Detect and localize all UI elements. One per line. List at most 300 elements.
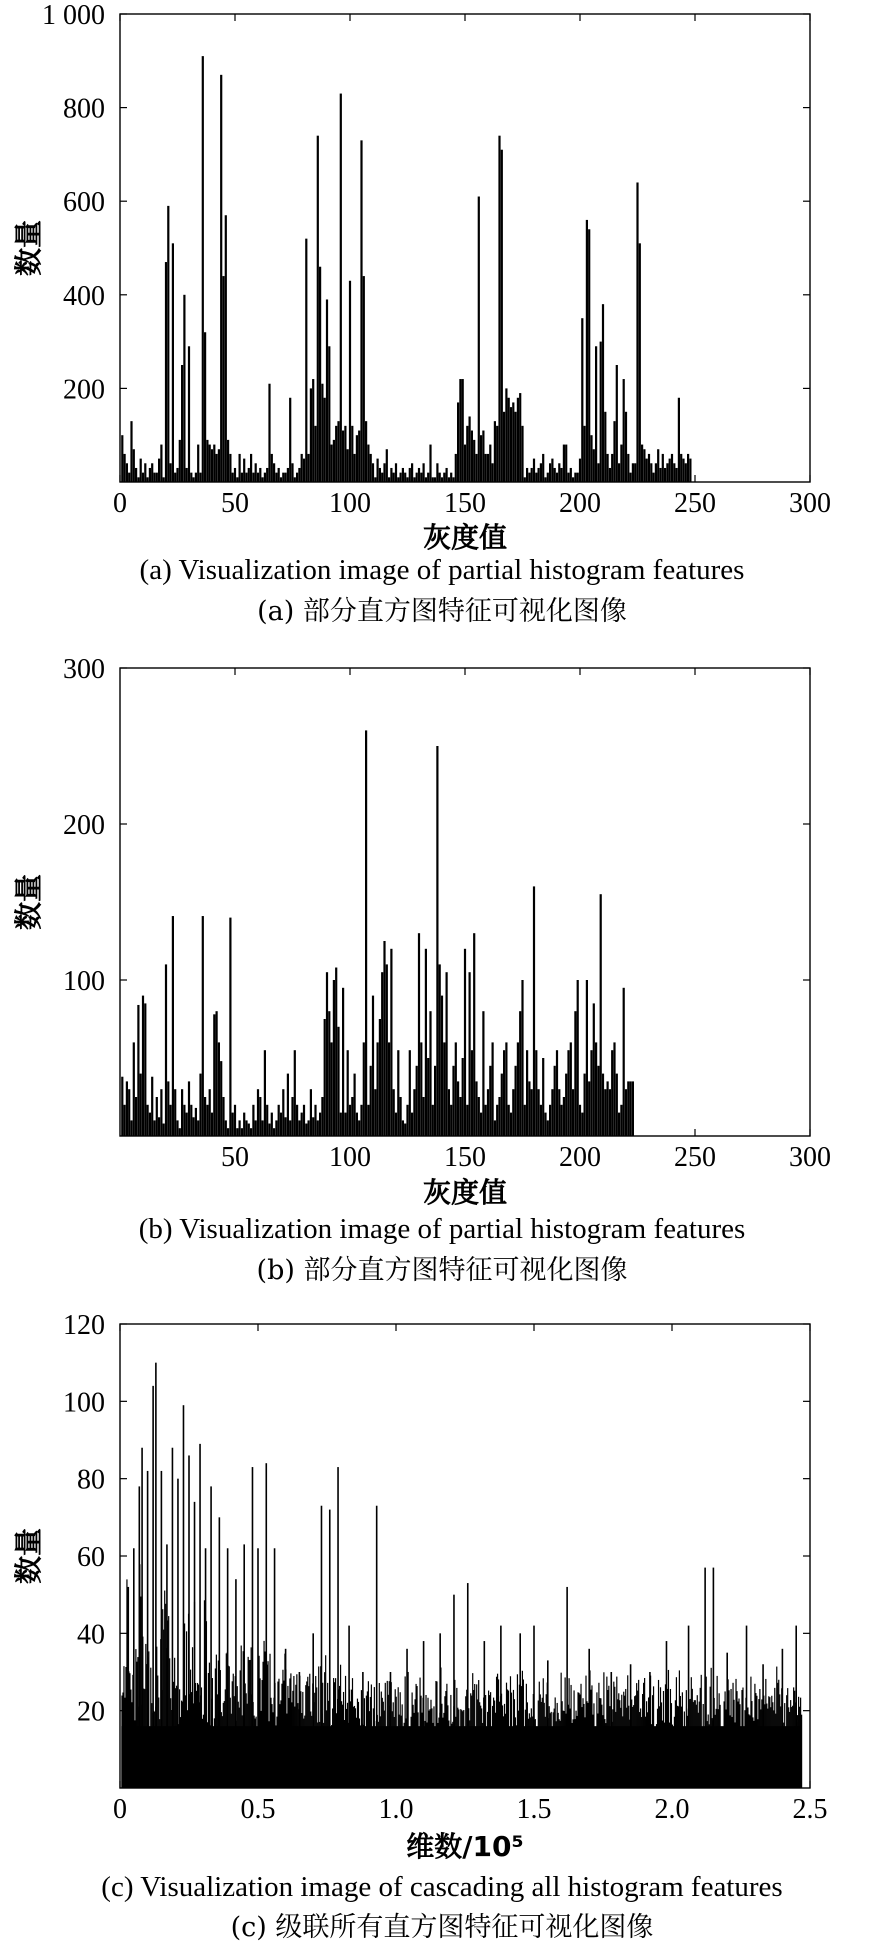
bar (291, 463, 293, 482)
bar (209, 1089, 211, 1136)
bar (616, 1074, 618, 1136)
chart-b (0, 650, 884, 1210)
bar (448, 1089, 450, 1136)
bar (153, 473, 155, 482)
x-tick-label: 100 (329, 488, 371, 519)
bar (538, 468, 540, 482)
bar (441, 477, 443, 482)
bar (597, 1066, 599, 1136)
x-tick-label: 250 (674, 1142, 716, 1173)
bar (227, 1128, 229, 1136)
bar (301, 454, 303, 482)
bar (280, 477, 282, 482)
bar (156, 473, 158, 482)
caption-c-en: (c) Visualization image of cascading all histogram features (101, 1871, 783, 1903)
bar (561, 1105, 563, 1136)
bar (671, 454, 673, 482)
bar (147, 477, 149, 482)
bar (418, 468, 420, 482)
bar (181, 1089, 183, 1136)
bar (303, 459, 305, 482)
bar (333, 440, 335, 482)
bar (252, 1105, 254, 1136)
bar (128, 1089, 130, 1136)
bar (135, 468, 137, 482)
bar (186, 1113, 188, 1136)
bar (494, 421, 496, 482)
bar (607, 454, 609, 482)
bar (130, 421, 132, 482)
bar (531, 1089, 533, 1136)
bar (213, 1014, 215, 1136)
chart-a (0, 0, 884, 560)
bar (413, 477, 415, 482)
bar (282, 473, 284, 482)
bar (301, 1113, 303, 1136)
bar (142, 473, 144, 482)
bar (124, 1105, 126, 1136)
bar (540, 463, 542, 482)
bar (623, 988, 625, 1136)
y-axis-title: 数量 (12, 219, 45, 277)
bar (567, 1050, 569, 1136)
bar-peak (183, 1405, 185, 1788)
bar (570, 1042, 572, 1136)
bar (517, 398, 519, 482)
bar (344, 426, 346, 482)
bar (220, 75, 222, 482)
bar (492, 1042, 494, 1136)
chart-panel-a (0, 0, 884, 640)
bar (333, 980, 335, 1136)
bar (609, 468, 611, 482)
bar (347, 1050, 349, 1136)
bar (544, 477, 546, 482)
bar (328, 346, 330, 482)
bars (121, 730, 634, 1136)
bar-peak (199, 1444, 201, 1788)
y-tick-label: 800 (63, 93, 105, 125)
bar (577, 473, 579, 482)
x-tick-label: 2.5 (792, 1794, 828, 1825)
bar (533, 886, 535, 1136)
x-tick-label: 200 (559, 1142, 601, 1173)
bar (676, 468, 678, 482)
bar (243, 1113, 245, 1136)
bar (397, 1050, 399, 1136)
bar (542, 1058, 544, 1136)
bar (588, 1081, 590, 1136)
bar (505, 388, 507, 482)
bar (319, 267, 321, 482)
bar (296, 473, 298, 482)
bar (607, 1081, 609, 1136)
bar (662, 454, 664, 482)
bar (324, 1019, 326, 1136)
bar (278, 1105, 280, 1136)
bar (163, 477, 165, 482)
bar (160, 445, 162, 482)
bar (464, 949, 466, 1136)
bar-peak (453, 1595, 455, 1788)
bar-peak (348, 1626, 350, 1788)
bar-peak (588, 1649, 590, 1788)
x-tick-label: 150 (444, 488, 486, 519)
bar (494, 1120, 496, 1136)
bar (294, 1050, 296, 1136)
bar (310, 1089, 312, 1136)
bar (682, 459, 684, 482)
bar (365, 730, 367, 1136)
bar (531, 468, 533, 482)
bar (264, 473, 266, 482)
y-tick-label: 100 (63, 1387, 105, 1419)
bar (406, 477, 408, 482)
x-tick-label: 1.5 (516, 1794, 552, 1825)
bar (170, 463, 172, 482)
bar (519, 393, 521, 482)
bar (595, 346, 597, 482)
bar (351, 1097, 353, 1136)
bar (337, 1027, 339, 1136)
bar (298, 1120, 300, 1136)
bar (149, 468, 151, 482)
bar (255, 1120, 257, 1136)
bar-peak (467, 1583, 469, 1788)
bar (363, 276, 365, 482)
bar-peak (312, 1633, 314, 1788)
bar (255, 463, 257, 482)
bar (577, 980, 579, 1136)
bar (142, 996, 144, 1136)
bar (535, 473, 537, 482)
bar (275, 1120, 277, 1136)
bar (374, 1089, 376, 1136)
bar (457, 1081, 459, 1136)
bar (574, 1011, 576, 1136)
bar (280, 1113, 282, 1136)
bar (436, 746, 438, 1136)
bar (337, 421, 339, 482)
bar (627, 1081, 629, 1136)
bar-peak (285, 1649, 287, 1788)
bar (441, 996, 443, 1136)
bar-peak (746, 1626, 748, 1788)
bar (183, 295, 185, 482)
bar (140, 459, 142, 482)
bar (565, 445, 567, 482)
bar-peak (726, 1653, 728, 1788)
caption-b-cn: (b) 部分直方图特征可视化图像 (256, 1255, 628, 1286)
bar (381, 473, 383, 482)
bar (616, 365, 618, 482)
bar (475, 1081, 477, 1136)
bar (340, 94, 342, 482)
bar-peak (423, 1641, 425, 1788)
bar (602, 1074, 604, 1136)
bar (167, 1081, 169, 1136)
bar (381, 972, 383, 1136)
bar (289, 1120, 291, 1136)
bar (202, 56, 204, 482)
bar (480, 435, 482, 482)
bar (602, 304, 604, 482)
bar (264, 1050, 266, 1136)
y-tick-label: 100 (63, 966, 105, 997)
bar (386, 964, 388, 1136)
bar (492, 463, 494, 482)
x-tick-label: 50 (221, 1142, 249, 1173)
bar (641, 445, 643, 482)
bar (135, 1097, 137, 1136)
bar (489, 445, 491, 482)
bar (342, 988, 344, 1136)
bar (351, 426, 353, 482)
bar (485, 1105, 487, 1136)
bar (528, 473, 530, 482)
bar (354, 454, 356, 482)
bar (126, 463, 128, 482)
bar (209, 445, 211, 482)
bar (450, 1105, 452, 1136)
x-tick-label: 0.5 (240, 1794, 276, 1825)
bar (278, 468, 280, 482)
bar (273, 1128, 275, 1136)
bar (195, 1108, 197, 1136)
bar (503, 1050, 505, 1136)
bar (377, 459, 379, 482)
bar (151, 463, 153, 482)
bar (436, 463, 438, 482)
bar (524, 477, 526, 482)
chart-panel-b (0, 650, 884, 1290)
bar (611, 1050, 613, 1136)
bar (328, 1011, 330, 1136)
bar-peak (210, 1486, 212, 1788)
bar (533, 459, 535, 482)
bar (151, 1077, 153, 1136)
bar (216, 454, 218, 482)
bar (469, 416, 471, 482)
bar (326, 299, 328, 482)
bar (593, 449, 595, 482)
bar (354, 1074, 356, 1136)
bar (620, 445, 622, 482)
bar (248, 1124, 250, 1136)
y-tick-label: 400 (63, 280, 105, 312)
bar (245, 473, 247, 482)
bar (625, 412, 627, 482)
x-tick-label: 300 (789, 1142, 831, 1173)
x-tick-label: 50 (221, 488, 249, 519)
bar (372, 996, 374, 1136)
bar-peak (172, 1448, 174, 1788)
bar (211, 1113, 213, 1136)
x-axis-title: 灰度值 (422, 521, 508, 554)
bar (452, 1066, 454, 1136)
bar (176, 1120, 178, 1136)
bar-peak (139, 1486, 141, 1788)
bar (623, 379, 625, 482)
bar (199, 473, 201, 482)
bar (303, 1105, 305, 1136)
bar-peak (704, 1568, 706, 1788)
bar (572, 477, 574, 482)
bar (558, 1089, 560, 1136)
bar (121, 1077, 123, 1136)
bar (121, 435, 123, 482)
y-tick-label: 120 (63, 1310, 105, 1341)
y-tick-label: 300 (63, 654, 105, 685)
bar-peak (155, 1363, 157, 1788)
bar-peak (147, 1471, 149, 1788)
bar (149, 1113, 151, 1136)
bar (538, 1089, 540, 1136)
bar-peak (299, 1672, 301, 1788)
bar (285, 473, 287, 482)
bar-peak (205, 1548, 207, 1788)
bar (526, 468, 528, 482)
bar (473, 933, 475, 1136)
bar (400, 1097, 402, 1136)
caption-b-en: (b) Visualization image of partial histogram features (138, 1213, 746, 1245)
bar (298, 468, 300, 482)
bar (243, 459, 245, 482)
x-tick-label: 150 (444, 1142, 486, 1173)
bar (356, 435, 358, 482)
bar (508, 1105, 510, 1136)
bar (547, 1120, 549, 1136)
bar (259, 1097, 261, 1136)
bar (239, 454, 241, 482)
bar (153, 1120, 155, 1136)
y-tick-label: 60 (77, 1542, 105, 1573)
bar (174, 1089, 176, 1136)
bar (556, 1050, 558, 1136)
bar (600, 342, 602, 482)
bar (179, 440, 181, 482)
bar (630, 473, 632, 482)
bar (370, 454, 372, 482)
bar (425, 949, 427, 1136)
bar (554, 1066, 556, 1136)
bar (128, 473, 130, 482)
bar (379, 1019, 381, 1136)
bar (669, 459, 671, 482)
bar (133, 1042, 135, 1136)
bar (611, 454, 613, 482)
x-tick-label: 200 (559, 488, 601, 519)
caption-a-cn: (a) 部分直方图特征可视化图像 (257, 596, 627, 627)
bar (452, 477, 454, 482)
bar (512, 402, 514, 482)
bar (204, 332, 206, 482)
bar (227, 440, 229, 482)
bar (383, 463, 385, 482)
bar (170, 1105, 172, 1136)
bar-peak (219, 1517, 221, 1788)
bar (425, 477, 427, 482)
bar (517, 1042, 519, 1136)
bar (222, 1097, 224, 1136)
bar (650, 463, 652, 482)
bar (423, 463, 425, 482)
bar (314, 1105, 316, 1136)
bar (632, 1081, 634, 1136)
y-tick-label: 40 (77, 1619, 105, 1651)
bar (632, 463, 634, 482)
bar (268, 1124, 270, 1136)
bar (204, 1097, 206, 1136)
x-tick-label: 0 (113, 488, 127, 519)
bar (206, 440, 208, 482)
bar (342, 431, 344, 482)
bar (213, 445, 215, 482)
bar (556, 473, 558, 482)
bar-peak (688, 1626, 690, 1788)
bar (172, 243, 174, 482)
bar (627, 454, 629, 482)
bar (653, 473, 655, 482)
bar (273, 463, 275, 482)
bar (687, 454, 689, 482)
bar (225, 1120, 227, 1136)
bar (570, 468, 572, 482)
bar (144, 1003, 146, 1136)
bar (526, 1050, 528, 1136)
bar-peak (329, 1510, 331, 1788)
bar (144, 463, 146, 482)
bars (121, 1363, 802, 1788)
bar-peak (666, 1641, 668, 1788)
bar (664, 468, 666, 482)
bar (216, 1011, 218, 1136)
y-axis-title: 数量 (12, 873, 45, 931)
bar (581, 318, 583, 482)
bar (250, 1128, 252, 1136)
bar (478, 1097, 480, 1136)
bar (308, 1120, 310, 1136)
bar (519, 1011, 521, 1136)
bar (540, 1105, 542, 1136)
bar (469, 972, 471, 1136)
bar (326, 972, 328, 1136)
bar (370, 1066, 372, 1136)
bar (547, 473, 549, 482)
bar-peak (133, 1548, 135, 1788)
bar (183, 1105, 185, 1136)
bar (434, 1066, 436, 1136)
bar (395, 463, 397, 482)
bar (563, 1097, 565, 1136)
bar (478, 197, 480, 482)
bar (489, 1066, 491, 1136)
bar (680, 454, 682, 482)
bar (613, 421, 615, 482)
bar (285, 1117, 287, 1136)
bar (335, 426, 337, 482)
bar (439, 964, 441, 1136)
bar (308, 454, 310, 482)
bar-peak (177, 1479, 179, 1788)
bar (188, 346, 190, 482)
bar (393, 1089, 395, 1136)
x-tick-label: 2.0 (654, 1794, 690, 1825)
bar (402, 1120, 404, 1136)
bar (462, 379, 464, 482)
bar (630, 1081, 632, 1136)
bar (395, 1113, 397, 1136)
